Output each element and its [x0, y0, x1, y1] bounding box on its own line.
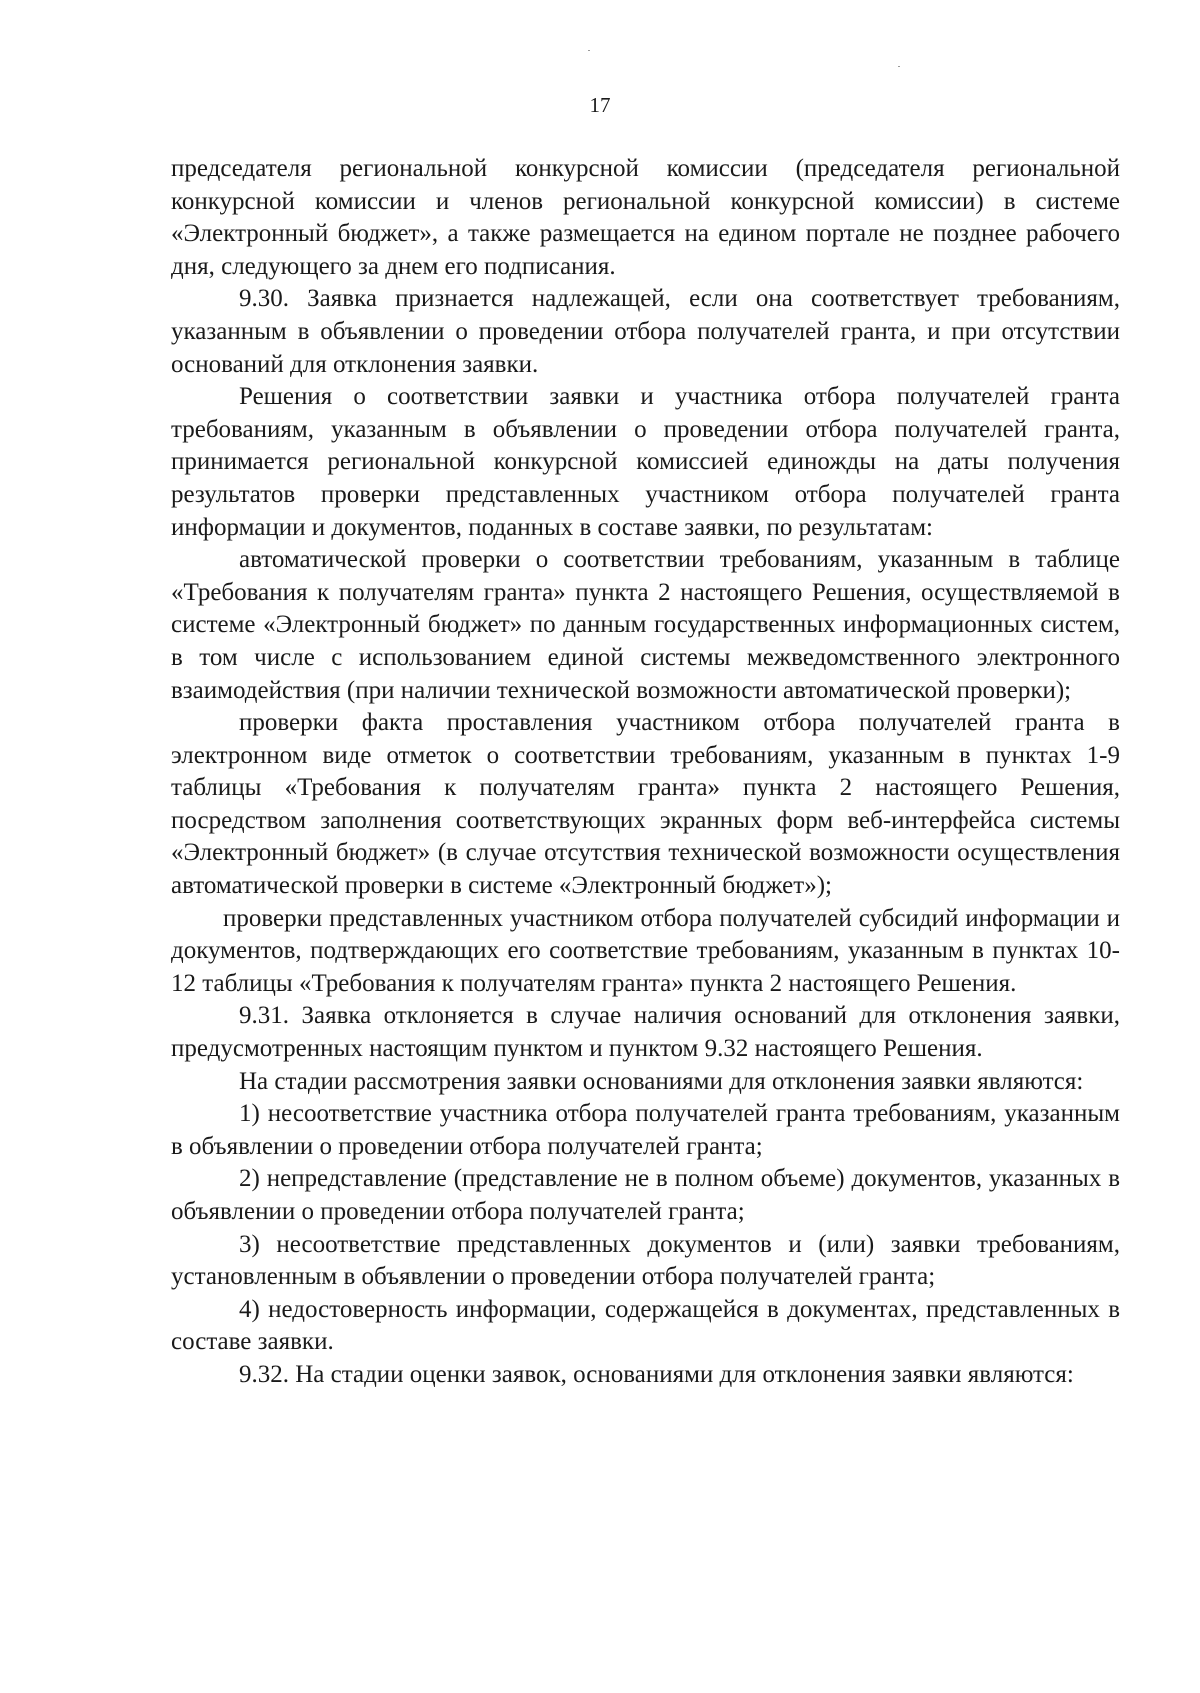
paragraph-9-32: 9.32. На стадии оценки заявок, основаниями для отклонения заявки являются: [239, 1360, 1074, 1388]
list-item-4: 4) недостоверность информации, содержащейся в документах, представленных в составе заявки. [171, 1295, 1120, 1356]
document-body [171, 153, 1120, 1392]
paragraph-automatic-check: автоматической проверки о соответствии требованиям, указанным в таблице «Требования к получателям гранта» пункта 2 настоящего Решения, осуществляемой в системе «Электронный бюджет» по данным государственных информационных систем, в том числе с использованием единой системы межведомственного электронного взаимодействия (при наличии технической возможности автоматической проверки); [171, 546, 1120, 704]
paragraph-decision: Решения о соответствии заявки и участника отбора получателей гранта требованиям, указанным в объявлении о проведении отбора получателей гранта, принимается региональной конкурсной комиссией единожды на даты получения результатов проверки представленных участником отбора получателей гранта информации и документов, поданных в составе заявки, по результатам: [171, 383, 1120, 541]
paragraph-continuation: председателя региональной конкурсной комиссии (председателя региональной конкурсной комиссии и членов региональной конкурсной комиссии) в системе «Электронный бюджет», а также размещается на едином портале не позднее рабочего дня, следующего за днем его подписания. [171, 155, 1120, 280]
list-item-3: 3) несоответствие представленных документов и (или) заявки требованиям, установленным в объявлении о проведении отбора получателей гранта; [171, 1230, 1120, 1291]
paragraph-review-stage: На стадии рассмотрения заявки основаниями для отклонения заявки являются: [239, 1067, 1084, 1095]
scan-artifact [588, 50, 590, 51]
scan-artifact [898, 66, 900, 67]
paragraph-9-30: 9.30. Заявка признается надлежащей, если она соответствует требованиям, указанным в объявлении о проведении отбора получателей гранта, и при отсутствии оснований для отклонения заявки. [171, 285, 1120, 378]
list-item-1: 1) несоответствие участника отбора получателей гранта требованиям, указанным в объявлении о проведении отбора получателей гранта; [171, 1100, 1120, 1160]
paragraph-documents-check: проверки представленных участником отбора получателей субсидий информации и документов, подтверждающих его соответствие требованиям, указанным в пунктах 10-12 таблицы «Требования к получателям гранта» пункта 2 настоящего Решения. [171, 904, 1120, 997]
list-item-2: 2) непредставление (представление не в полном объеме) документов, указанных в объявлении о проведении отбора получателей гранта; [171, 1165, 1120, 1225]
paragraph-marks-check: проверки факта проставления участником отбора получателей гранта в электронном виде отметок о соответствии требованиям, указанным в пунктах 1-9 таблицы «Требования к получателям гранта» пункта 2 настоящего Решения, посредством заполнения соответствующих экранных форм веб-интерфейса системы «Электронный бюджет» (в случае отсутствия технической возможности осуществления автоматической проверки в системе «Электронный бюджет»); [171, 709, 1120, 900]
paragraph-9-31: 9.31. Заявка отклоняется в случае наличия оснований для отклонения заявки, предусмотренных настоящим пунктом и пунктом 9.32 настоящего Решения. [171, 1002, 1120, 1063]
page-number: 17 [589, 93, 611, 117]
